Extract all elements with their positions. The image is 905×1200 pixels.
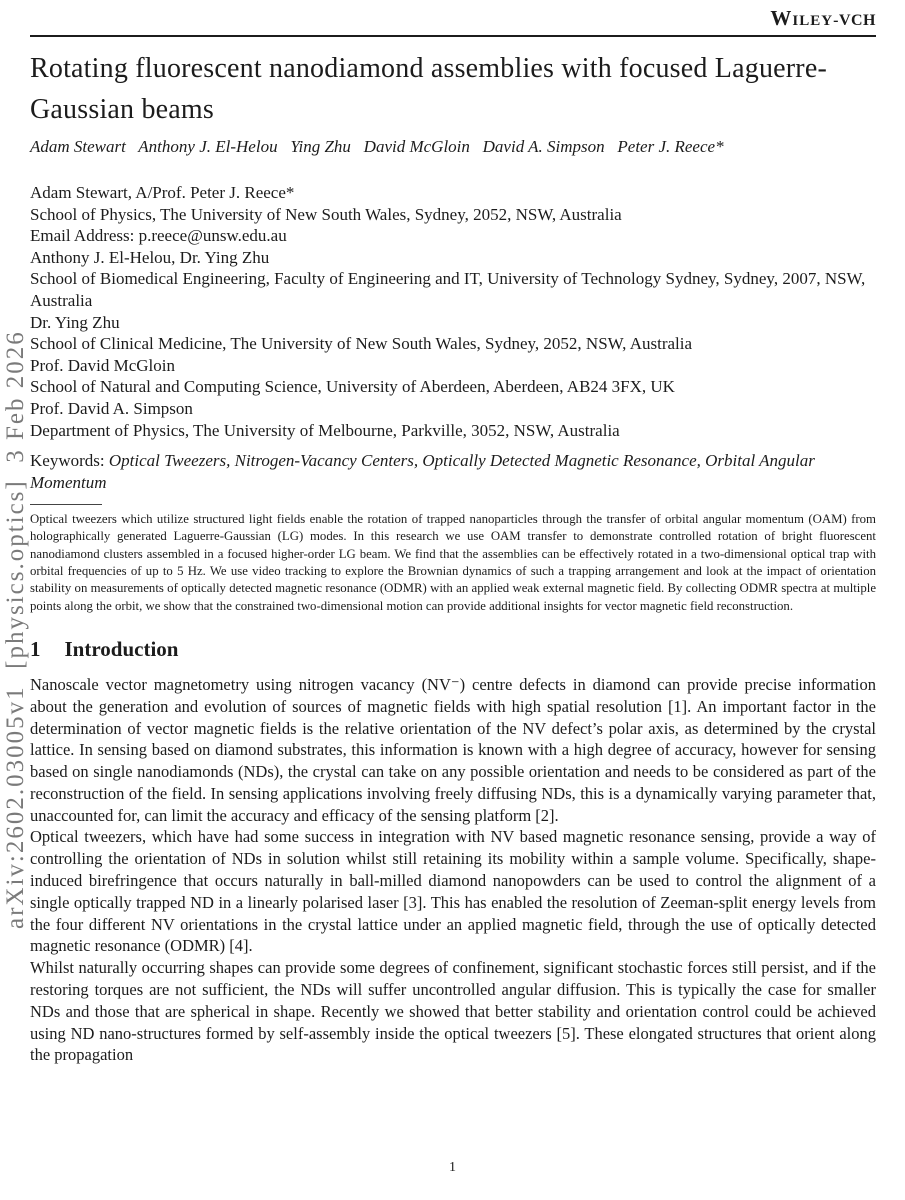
publisher-logo	[30, 6, 876, 31]
affiliation-line: Dr. Ying Zhu	[30, 312, 120, 332]
section-title: Introduction	[64, 636, 179, 661]
keywords-block	[30, 450, 876, 494]
paper-title: Rotating fluorescent nanodiamond assemblies with focused Laguerre-Gaussian beams	[30, 53, 827, 125]
keywords-label: Keywords:	[30, 451, 105, 471]
keywords-text: Optical Tweezers, Nitrogen-Vacancy Centers, Optically Detected Magnetic Resonance, Orbital Angular Momentum	[30, 451, 815, 493]
body-paragraph: Optical tweezers, which have had some success in integration with NV based magnetic resonance sensing, provide a way of controlling the orientation of NDs in solution whilst still retaining its mobility within a sample volume. Specifically, shape-induced birefringence that occurs naturally in ball-milled diamond nanopowders can be used to control the alignment of a single optically trapped ND in a linearly polarised laser [3]. This has enabled the resolution of Zeeman-split energy levels from the four different NV orientations in the crystal lattice under an applied magnetic field, through the use of optically detected magnetic resonance (ODMR) [4].	[30, 827, 876, 956]
section-number: 1	[30, 636, 41, 661]
arxiv-watermark: arXiv:2602.03005v1 [physics.optics] 3 Feb 2026	[2, 330, 29, 929]
publisher-suffix: -VCH	[833, 12, 876, 29]
affiliation-line: Prof. David A. Simpson	[30, 398, 193, 418]
affiliation-line: School of Biomedical Engineering, Faculty of Engineering and IT, University of Technology Sydney, Sydney, 2007, NSW, Australia	[30, 269, 866, 310]
affiliation-line: School of Clinical Medicine, The University of New South Wales, Sydney, 2052, NSW, Australia	[30, 334, 693, 354]
header-rule	[30, 35, 876, 37]
body-paragraph: Nanoscale vector magnetometry using nitrogen vacancy (NV⁻) centre defects in diamond can provide precise information about the generation and evolution of sources of magnetic fields with high spatial resolution [1]. An important factor in the determination of vector magnetic fields is the relative orientation of the NV defect’s polar axis, as determined by the crystal lattice. In sensing based on diamond substrates, this information is known with a high degree of accuracy, however for sensing based on single nanodiamonds (NDs), the crystal can take on any possible orientation and needs to be considered as part of the reconstruction of the field. In sensing applications involving freely diffusing NDs, this is a dynamically varying parameter that, unaccounted for, can limit the accuracy and efficacy of the sensing platform [2].	[30, 674, 876, 825]
page-number: 1	[449, 1160, 456, 1175]
affiliation-line: Department of Physics, The University of Melbourne, Parkville, 3052, NSW, Australia	[30, 420, 620, 440]
abstract-rule	[30, 504, 102, 505]
authors-line: Adam Stewart Anthony J. El-Helou Ying Zhu David McGloin David A. Simpson Peter J. Reece*	[30, 137, 724, 156]
affiliation-line: Adam Stewart, A/Prof. Peter J. Reece*	[30, 183, 295, 202]
affiliation-line: School of Natural and Computing Science, University of Aberdeen, Aberdeen, AB24 3FX, UK	[30, 377, 675, 397]
publisher-name: Wiley	[770, 6, 834, 30]
affiliations	[30, 182, 876, 441]
affiliation-line: Anthony J. El-Helou, Dr. Ying Zhu	[30, 247, 270, 267]
abstract-text: Optical tweezers which utilize structured light fields enable the rotation of trapped nanoparticles through the transfer of orbital angular momentum (OAM) from holographically generated Laguerre-Gaussian (LG) modes. In this research we use OAM transfer to demonstrate controlled rotation of bright fluorescent nanodiamond clusters assembled in a focused higher-order LG beam. We find that the assemblies can be effectively rotated in a two-dimensional optical trap with orbital frequencies of up to 5 Hz. We use video tracking to explore the Brownian dynamics of such a trapping arrangement and look at the impact of orientation stability on measurements of optically detected magnetic resonance (ODMR) with an applied weak external magnetic field. By collecting ODMR spectra at multiple points along the orbit, we show that the constrained two-dimensional motion can provide additional insights for vector magnetic field reconstruction.	[30, 512, 876, 613]
affiliation-line: School of Physics, The University of New South Wales, Sydney, 2052, NSW, Australia	[30, 204, 622, 224]
body-paragraph: Whilst naturally occurring shapes can provide some degrees of confinement, significant stochastic forces still persist, and if the restoring torques are not sufficient, the NDs will suffer uncontrolled angular diffusion. This is typically the case for smaller NDs and those that are spherical in shape. Recently we showed that better stability and orientation control could be achieved using ND nano-structures formed by self-assembly inside the optical tweezers [5]. These elongated structures that orient along the propagation	[30, 958, 876, 1065]
body-text	[30, 674, 876, 1066]
page-header	[30, 6, 876, 37]
affiliation-line: Prof. David McGloin	[30, 355, 175, 375]
section-heading	[30, 637, 876, 662]
affiliation-line: Email Address: p.reece@unsw.edu.au	[30, 226, 287, 246]
